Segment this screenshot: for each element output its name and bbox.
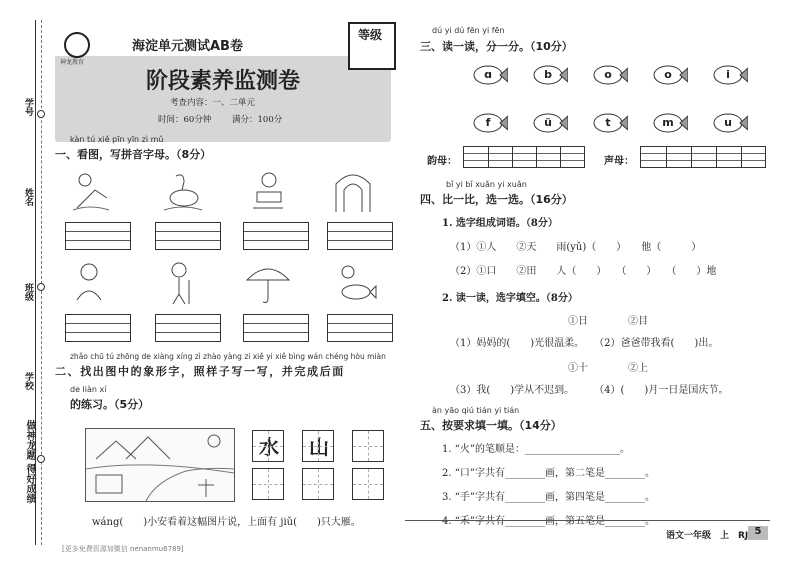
binding-hole: [37, 110, 45, 118]
pinyin-answer-box[interactable]: [327, 222, 393, 250]
girl-reading-illustration-icon: [243, 168, 293, 214]
q5-line4: 4. “禾”字共有________画，第五笔是________。: [442, 516, 655, 527]
q2-title: 二、找出图中的象形字，照样子写一写，并完成后面: [55, 365, 345, 378]
q5-pinyin: àn yāo qiú tián yi tián: [432, 406, 520, 415]
q5-title: 五、按要求填一填。（14分）: [420, 419, 562, 432]
page-title: 阶段素养监测卷: [145, 69, 300, 94]
pinyin-answer-box[interactable]: [65, 314, 131, 342]
page-number: 5: [748, 526, 768, 540]
class-label: 班级: [23, 283, 33, 301]
q1-title: 一、看图，写拼音字母。（8分）: [55, 148, 212, 161]
fish-letter: t: [605, 116, 611, 129]
char-answer-cell[interactable]: [352, 430, 384, 462]
q2-pinyin-2: de liàn xí: [70, 385, 107, 394]
char-answer-cell[interactable]: [252, 468, 284, 500]
child-with-stick-illustration-icon: [155, 260, 205, 306]
fish-letter: o: [664, 68, 672, 81]
child-fishing-illustration-icon: [65, 168, 115, 214]
footer-subject: 语文一年级 上 RJ: [666, 531, 749, 541]
landscape-picture: [85, 428, 235, 502]
q4-pinyin: bǐ yi bǐ xuǎn yi xuǎn: [446, 180, 527, 189]
student-id-label: 学号: [23, 98, 33, 116]
vowel-label: 韵母：: [427, 156, 457, 167]
exam-time: 时间：60分钟: [158, 115, 212, 125]
q4-line4: （3）我( )学从不迟到。 （4）( )月一日是国庆节。: [450, 385, 729, 396]
fish-letter: ü: [544, 116, 552, 129]
pinyin-answer-box[interactable]: [65, 222, 131, 250]
fish-letter: m: [662, 116, 674, 129]
pinyin-answer-box[interactable]: [155, 314, 221, 342]
fish-letter: f: [485, 116, 491, 129]
char-answer-cell[interactable]: [302, 468, 334, 500]
fish-letter: b: [544, 68, 552, 81]
slogan: 做神龙题 得好成绩: [24, 420, 35, 504]
school-label: 学校: [23, 372, 33, 390]
brand-name: 海淀单元测试AB卷: [132, 39, 243, 54]
consonant-label: 声母：: [604, 156, 634, 167]
q3-title: 三、读一读，分一分。（10分）: [420, 40, 573, 53]
q2-sentence: wáng( )小安看着这幅图片说，上面有 jiǔ( )只大雁。: [92, 517, 361, 528]
q1-pinyin: kàn tú xiě pīn yīn zì mǔ: [70, 135, 164, 144]
fish-letter: ɑ: [484, 68, 492, 81]
example-char-mountain: 山: [309, 435, 329, 459]
pinyin-answer-box[interactable]: [243, 222, 309, 250]
name-label: 姓名: [23, 188, 33, 206]
exam-score: 满分：100分: [232, 115, 283, 125]
char-grid-cell: [252, 430, 284, 462]
vowel-answer-grid[interactable]: [463, 146, 585, 168]
q2-title-2: 的练习。（5分）: [70, 398, 150, 411]
fish-letter: i: [726, 68, 730, 81]
q4-sub2: 2. 读一读，选字填空。（8分）: [442, 293, 578, 304]
binding-hole: [37, 455, 45, 463]
q3-pinyin: dú yi dú fēn yi fēn: [432, 26, 505, 35]
example-char-water: 水: [259, 435, 279, 459]
consonant-answer-grid[interactable]: [640, 146, 766, 168]
pinyin-answer-box[interactable]: [327, 314, 393, 342]
landscape-drawing-icon: [86, 429, 234, 501]
fish-letter: u: [724, 116, 732, 129]
arch-door-illustration-icon: [328, 168, 378, 214]
logo-text: 神龙教育: [60, 59, 85, 66]
q5-line1: 1. “火”的笔顺是：___________________。: [442, 444, 630, 455]
q4-line1: （1）①人 ②天 雨(yǔ)（ ） 他（ ）: [450, 242, 702, 253]
watermark: [更多免费资源加微信 nenanmu6789]: [62, 545, 184, 553]
q4-sub1: 1. 选字组成词语。（8分）: [442, 218, 558, 229]
fish-letter: o: [604, 68, 612, 81]
q2-pinyin: zhǎo chū tú zhōng de xiàng xíng zì zhào yàng zi xiě yi xiě bìng wán chéng hòu miàn: [70, 352, 386, 361]
q4-line3: （1）妈妈的( )光很温柔。 （2）爸爸带我看( )出。: [450, 338, 719, 349]
pinyin-answer-box[interactable]: [243, 314, 309, 342]
exam-scope: 考查内容：一、二单元: [170, 98, 256, 108]
pinyin-answer-box[interactable]: [155, 222, 221, 250]
goose-illustration-icon: [158, 168, 208, 214]
q4-line2: （2）①口 ②田 人（ ） （ ） （ ）地: [450, 266, 717, 277]
q4-title: 四、比一比，选一选。（16分）: [420, 193, 573, 206]
grade-label: 等级: [357, 28, 382, 42]
binding-hole: [37, 283, 45, 291]
q5-line3: 3. “手”字共有________画，第四笔是________。: [442, 492, 655, 503]
q4-options2: ①十 ②上: [568, 363, 648, 374]
char-grid-cell: [302, 430, 334, 462]
char-answer-cell[interactable]: [352, 468, 384, 500]
umbrella-illustration-icon: [243, 260, 293, 306]
girl-sitting-illustration-icon: [65, 260, 115, 306]
footer-rule: [405, 520, 770, 521]
q4-options1: ①日 ②目: [568, 316, 648, 327]
q5-line2: 2. “口”字共有________画，第二笔是________。: [442, 468, 655, 479]
dragon-logo-icon: [64, 32, 90, 58]
fish-and-child-illustration-icon: [328, 260, 378, 306]
